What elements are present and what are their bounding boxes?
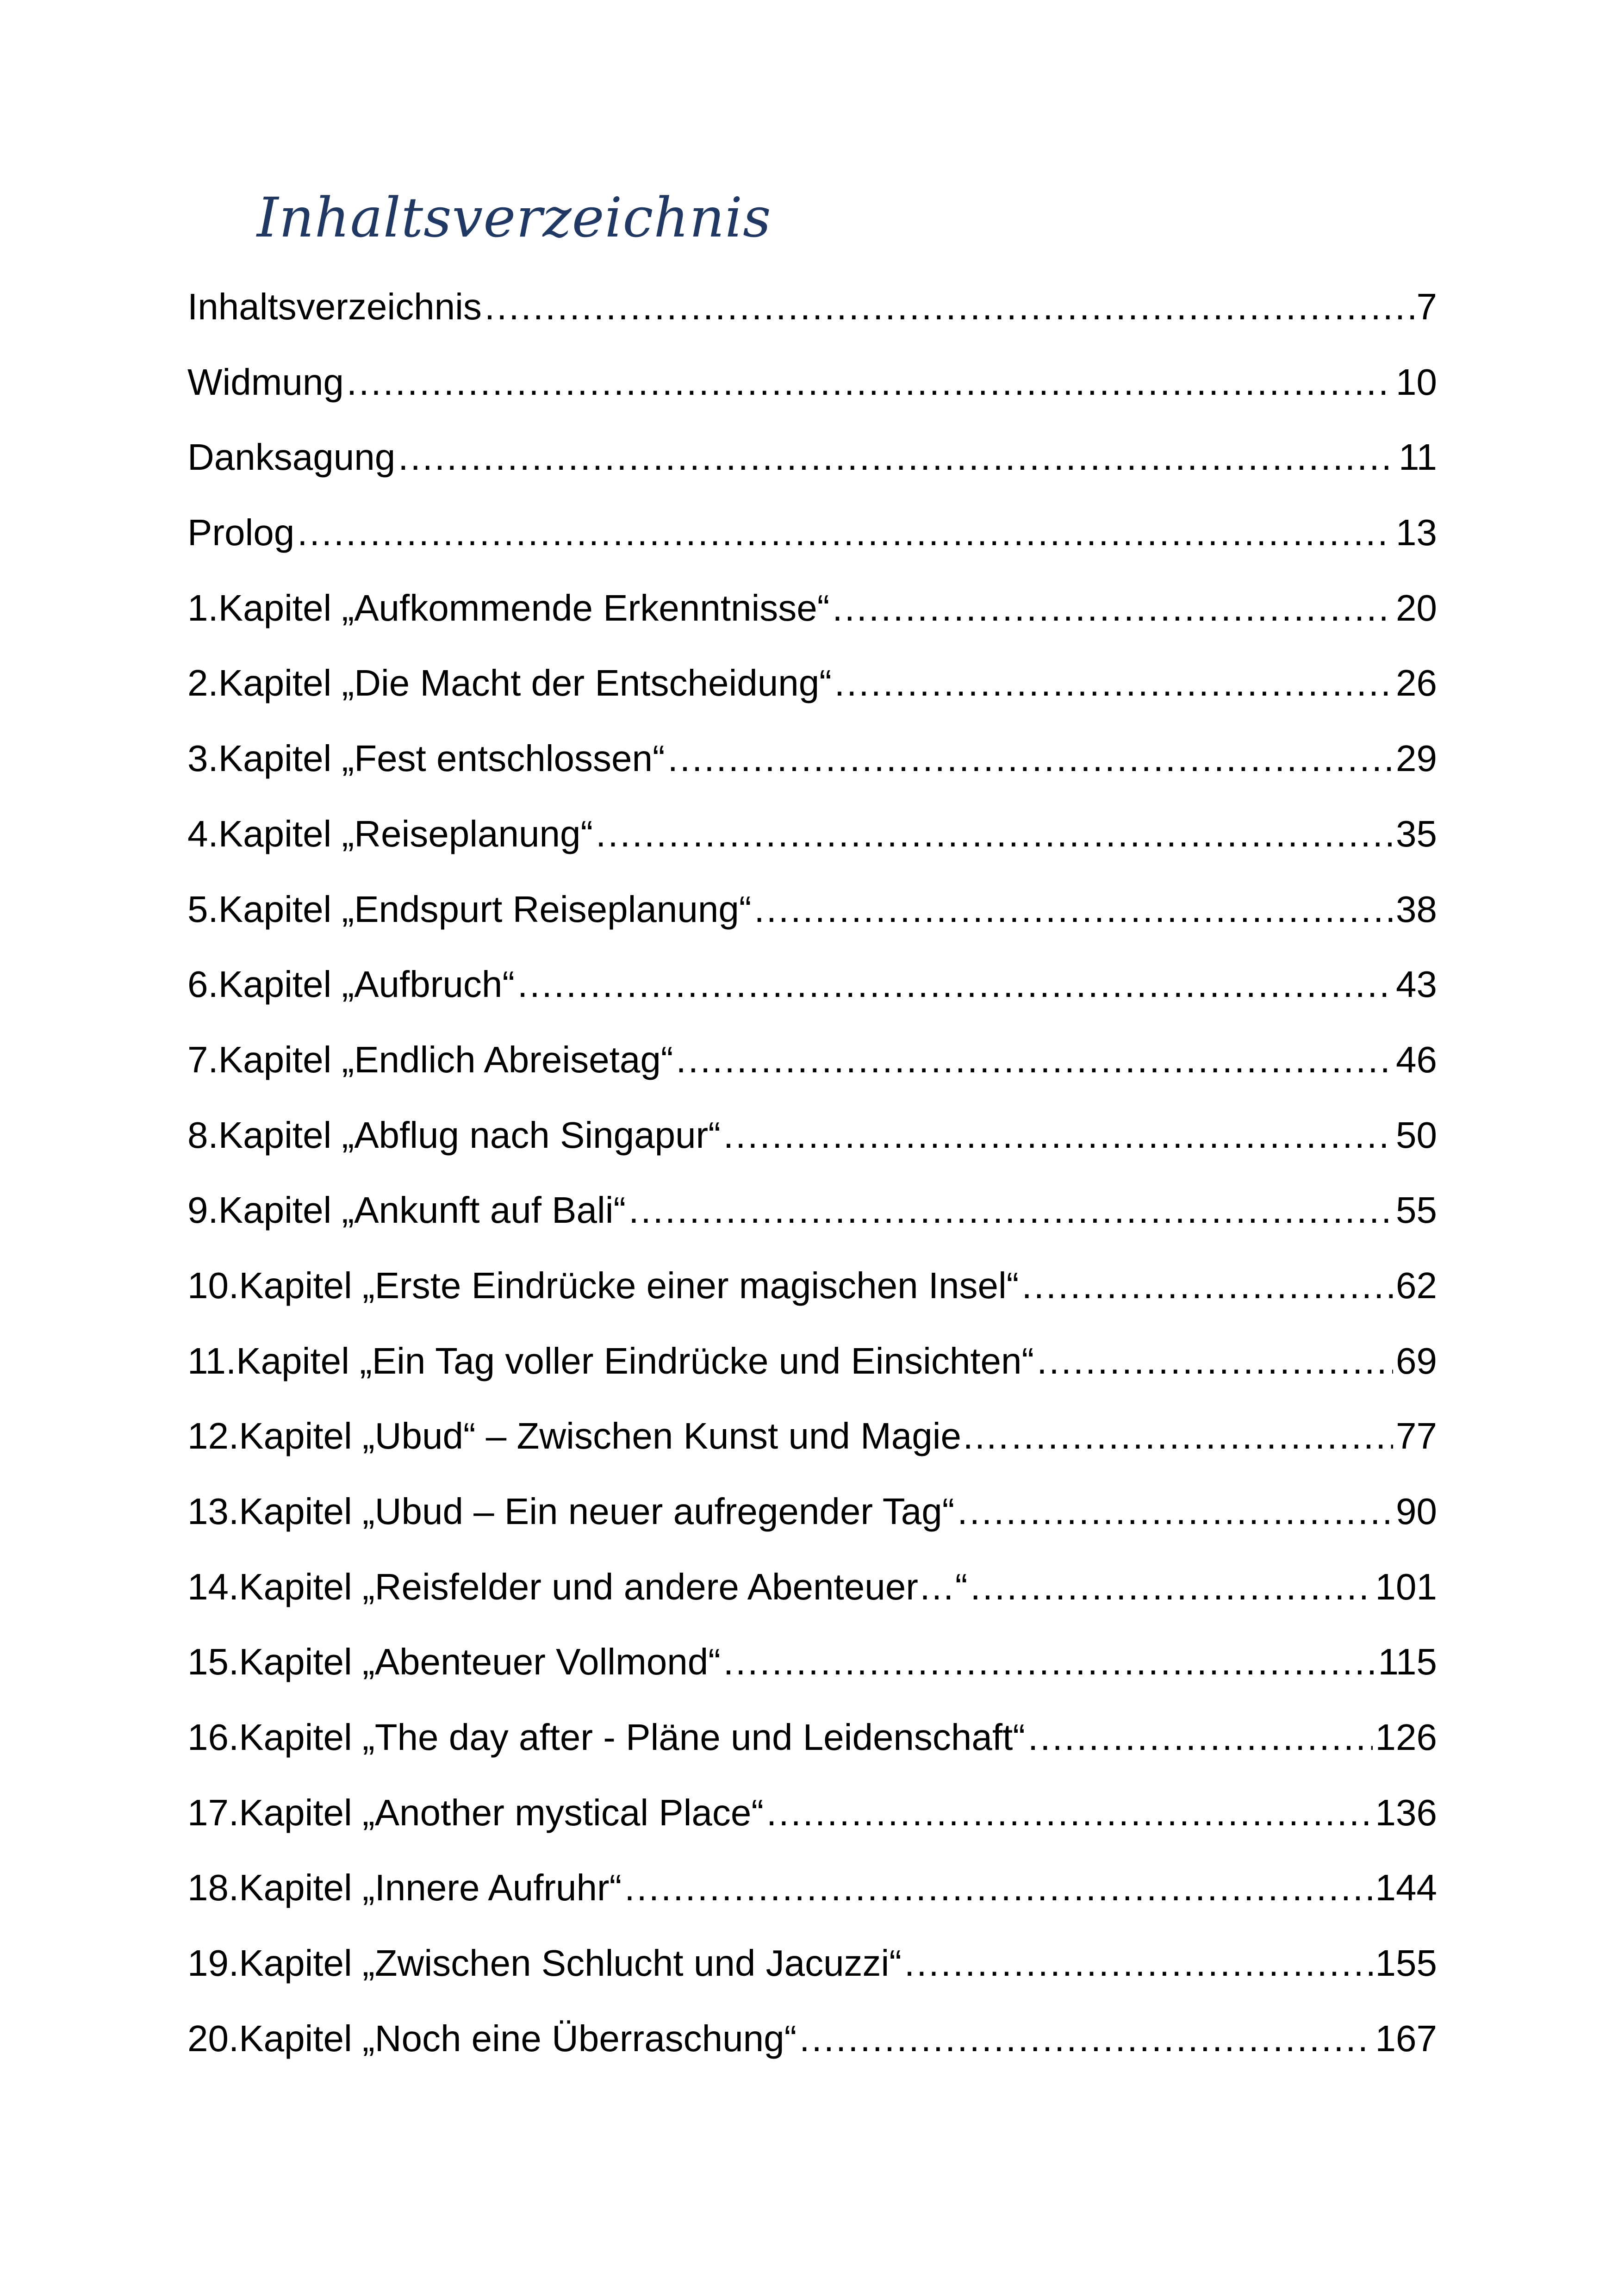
toc-entry-label: 10.Kapitel „Erste Eindrücke einer magischen Insel“: [187, 1264, 1019, 1306]
toc-entry-label: 15.Kapitel „Abenteuer Vollmond“: [187, 1641, 721, 1683]
toc-entry-label: 14.Kapitel „Reisfelder und andere Abenteuer…“: [187, 1566, 968, 1607]
toc-entry-page: 90: [1396, 1491, 1437, 1532]
toc-entry[interactable]: [187, 1775, 1437, 1851]
toc-entry-label: 4.Kapitel „Reiseplanung“: [187, 813, 593, 854]
toc-entry-page: 11: [1398, 436, 1437, 478]
toc-entry[interactable]: [187, 1850, 1437, 1926]
toc-entry-page: 38: [1396, 888, 1437, 930]
toc-entry[interactable]: [187, 1549, 1437, 1625]
toc-entry[interactable]: [187, 571, 1437, 646]
toc-entry[interactable]: [187, 1474, 1437, 1549]
toc-entry-page: 26: [1396, 662, 1437, 704]
toc-entry[interactable]: [187, 495, 1437, 571]
toc-entry-page: 35: [1396, 813, 1437, 854]
toc-entry[interactable]: [187, 420, 1437, 495]
toc-entry-label: 7.Kapitel „Endlich Abreisetag“: [187, 1039, 673, 1080]
dot-leader: [596, 796, 1393, 871]
toc-entry-page: 10: [1396, 361, 1437, 403]
dot-leader: [957, 1474, 1393, 1549]
toc-entry-page: 29: [1396, 738, 1437, 779]
toc-entry-label: 13.Kapitel „Ubud – Ein neuer aufregender Tag“: [187, 1491, 955, 1532]
toc-entry-label: 1.Kapitel „Aufkommende Erkenntnisse“: [187, 587, 830, 628]
dot-leader: [754, 872, 1394, 947]
dot-leader: [517, 947, 1393, 1022]
dot-leader: [971, 1549, 1373, 1624]
toc-entry[interactable]: [187, 1324, 1437, 1399]
toc-entry-page: 101: [1375, 1566, 1437, 1607]
dot-leader: [297, 495, 1393, 570]
dot-leader: [398, 420, 1396, 495]
toc-entry[interactable]: [187, 721, 1437, 796]
toc-entry[interactable]: [187, 269, 1437, 345]
toc-entry[interactable]: [187, 1700, 1437, 1775]
toc-entry-label: 12.Kapitel „Ubud“ – Zwischen Kunst und Magie….: [187, 1415, 1009, 1457]
toc-entry-label: 9.Kapitel „Ankunft auf Bali“: [187, 1189, 626, 1231]
toc-entry-label: 6.Kapitel „Aufbruch“: [187, 964, 515, 1005]
dot-leader: [1037, 1324, 1393, 1399]
toc-entry-label: Widmung: [187, 361, 344, 403]
toc-entry[interactable]: [187, 1248, 1437, 1324]
toc-entry[interactable]: [187, 345, 1437, 420]
dot-leader: [834, 646, 1393, 721]
dot-leader: [485, 269, 1414, 344]
toc-entry[interactable]: [187, 1399, 1437, 1474]
toc-entry[interactable]: [187, 646, 1437, 721]
dot-leader: [1028, 1700, 1373, 1775]
toc-entry[interactable]: [187, 1022, 1437, 1098]
toc-entry-label: 8.Kapitel „Abflug nach Singapur“: [187, 1114, 721, 1156]
toc-entry-page: 7: [1416, 286, 1437, 327]
toc-entry-label: 17.Kapitel „Another mystical Place“: [187, 1792, 764, 1833]
toc-entry-page: 155: [1375, 1942, 1437, 1984]
dot-leader: [624, 1850, 1372, 1925]
toc-entry[interactable]: [187, 872, 1437, 947]
dot-leader: [766, 1775, 1373, 1850]
toc-entry[interactable]: [187, 1926, 1437, 2001]
toc-entry[interactable]: [187, 1098, 1437, 1173]
toc-entry-page: 46: [1396, 1039, 1437, 1080]
toc-entry-page: 55: [1396, 1189, 1437, 1231]
toc-entry[interactable]: [187, 2001, 1437, 2077]
toc-entry[interactable]: [187, 796, 1437, 872]
toc-entry-page: 77: [1396, 1415, 1437, 1457]
toc-entry-page: 13: [1396, 512, 1437, 554]
toc-entry-page: 69: [1396, 1340, 1437, 1381]
toc-list: [187, 269, 1437, 2077]
dot-leader: [676, 1022, 1394, 1097]
toc-entry[interactable]: [187, 1624, 1437, 1700]
toc-entry-label: 3.Kapitel „Fest entschlossen“: [187, 738, 665, 779]
toc-entry-label: 5.Kapitel „Endspurt Reiseplanung“: [187, 888, 752, 930]
dot-leader: [832, 571, 1393, 646]
toc-entry-page: 115: [1378, 1641, 1437, 1683]
toc-entry-label: 11.Kapitel „Ein Tag voller Eindrücke und Einsichten“: [187, 1340, 1034, 1381]
dot-leader: [1021, 1248, 1393, 1323]
toc-entry-page: 50: [1396, 1114, 1437, 1156]
dot-leader: [904, 1926, 1373, 2001]
toc-entry-page: 20: [1396, 587, 1437, 628]
toc-entry-label: 19.Kapitel „Zwischen Schlucht und Jacuzzi“: [187, 1942, 902, 1984]
dot-leader: [668, 721, 1393, 796]
toc-entry-label: 20.Kapitel „Noch eine Überraschung“: [187, 2017, 797, 2059]
toc-entry-page: 43: [1396, 964, 1437, 1005]
dot-leader: [1011, 1399, 1393, 1474]
toc-entry-label: 18.Kapitel „Innere Aufruhr“: [187, 1867, 622, 1909]
toc-entry-label: Prolog: [187, 512, 295, 554]
toc-entry-page: 136: [1375, 1792, 1437, 1833]
toc-entry-label: Danksagung: [187, 436, 396, 478]
toc-entry[interactable]: [187, 947, 1437, 1022]
dot-leader: [723, 1624, 1375, 1699]
toc-entry-page: 167: [1375, 2017, 1437, 2059]
dot-leader: [347, 345, 1393, 420]
toc-heading: Inhaltsverzeichnis: [257, 186, 772, 249]
toc-entry-label: 16.Kapitel „The day after - Pläne und Leidenschaft“: [187, 1717, 1025, 1758]
toc-entry-page: 62: [1396, 1264, 1437, 1306]
toc-entry-label: 2.Kapitel „Die Macht der Entscheidung“: [187, 662, 832, 704]
toc-entry-label: Inhaltsverzeichnis: [187, 286, 482, 327]
toc-entry[interactable]: [187, 1173, 1437, 1248]
dot-leader: [723, 1098, 1393, 1173]
toc-entry-page: 144: [1375, 1867, 1437, 1909]
toc-entry-page: 126: [1375, 1717, 1437, 1758]
dot-leader: [629, 1173, 1393, 1248]
dot-leader: [799, 2001, 1372, 2076]
